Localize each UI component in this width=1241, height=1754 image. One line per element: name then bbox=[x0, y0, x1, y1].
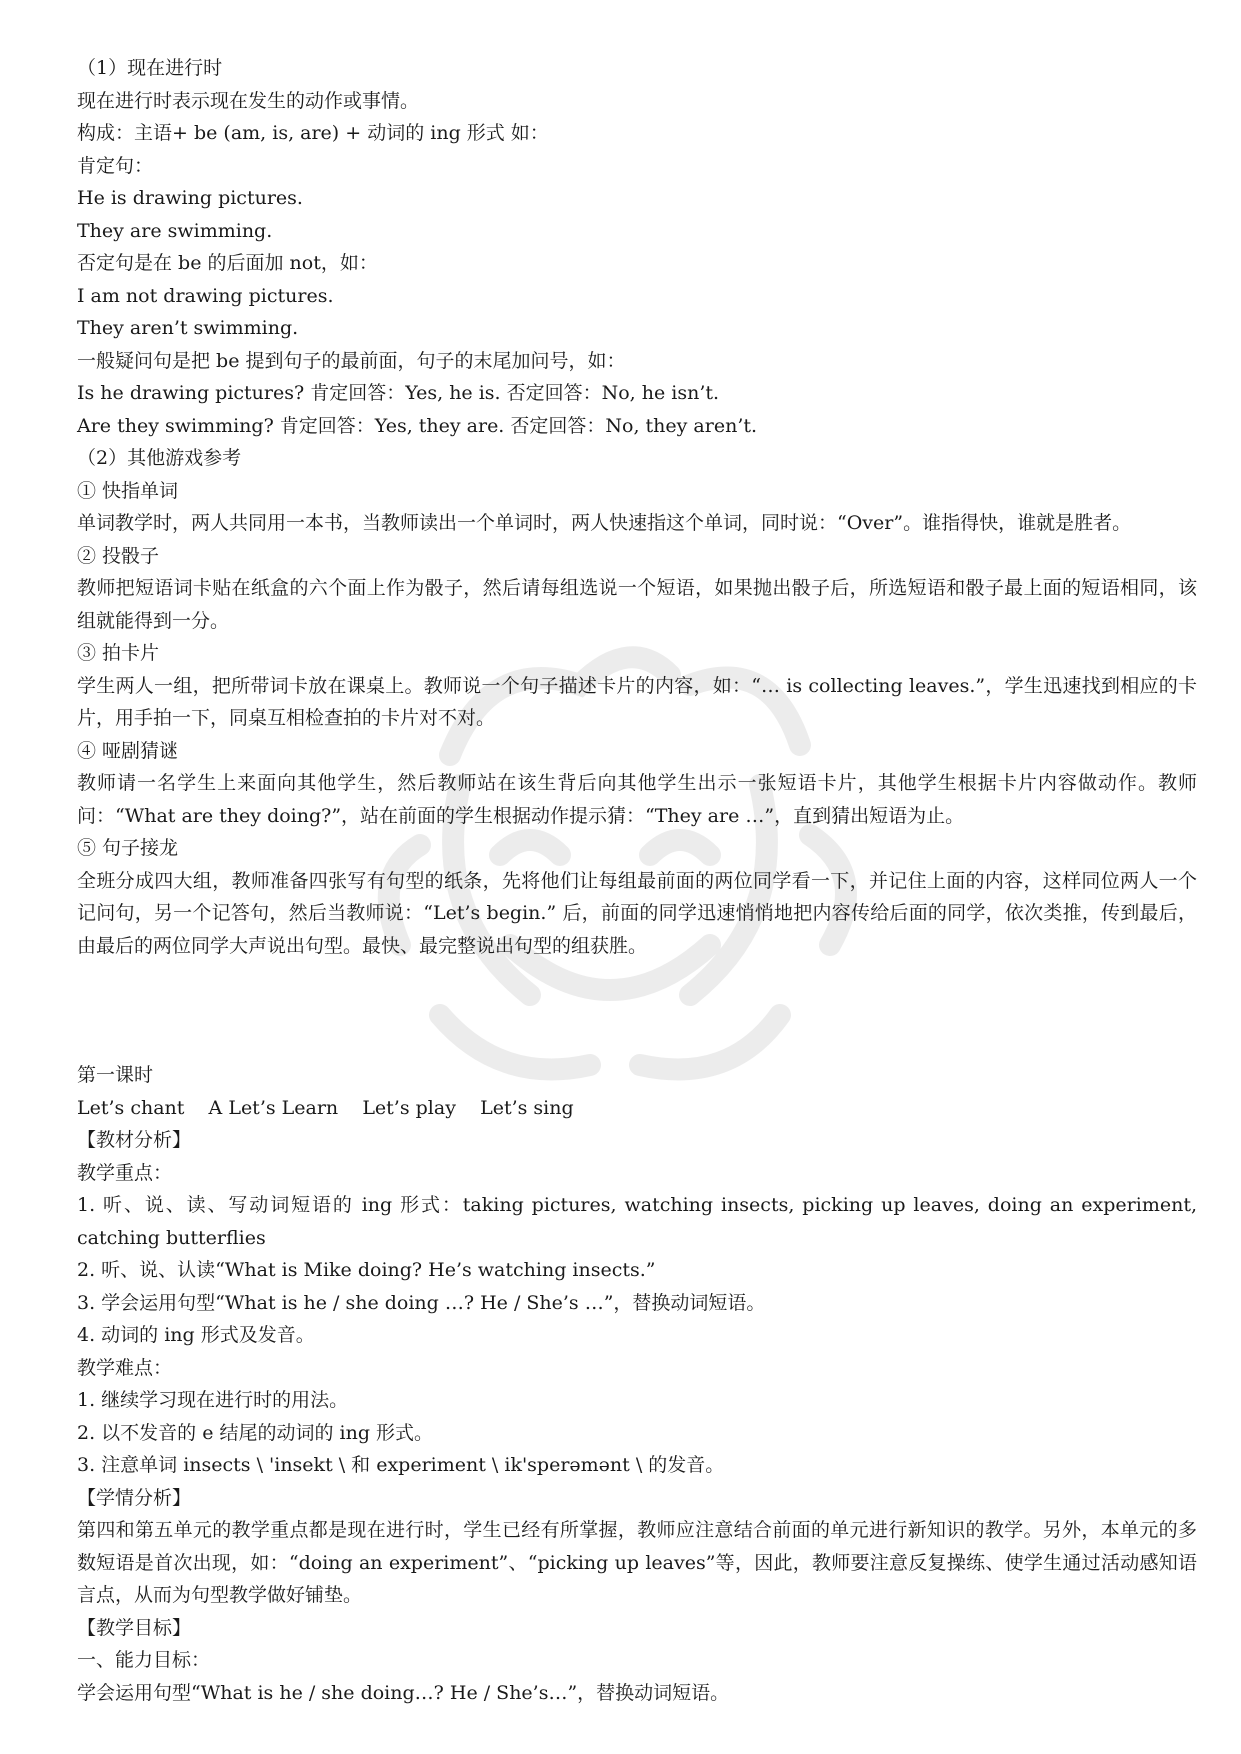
text-line: 构成：主语+ be (am, is, are) + 动词的 ing 形式 如： bbox=[77, 122, 549, 144]
difficulty-item: 3. 注意单词 insects \ 'insekt \ 和 experiment \ ik'sperəmənt \ 的发音。 bbox=[77, 1454, 725, 1476]
focus-heading: 教学重点： bbox=[77, 1161, 173, 1184]
difficulty-item: 1. 继续学习现在进行时的用法。 bbox=[77, 1389, 349, 1411]
lesson-title: 第一课时 bbox=[77, 1064, 154, 1086]
example-sentence: Are they swimming? 肯定回答：Yes, they are. 否定回答：No, they aren’t. bbox=[77, 414, 758, 437]
section-spacer bbox=[77, 962, 1197, 1059]
game-title: ④ 哑剧猜谜 bbox=[77, 739, 179, 762]
example-sentence: Is he drawing pictures? 肯定回答：Yes, he is. 否定回答：No, he isn’t. bbox=[77, 382, 720, 404]
game-description: 教师把短语词卡贴在纸盒的六个面上作为骰子，然后请每组选说一个短语，如果抛出骰子后，所选短语和骰子最上面的短语相同，该组就能得到一分。 bbox=[77, 577, 1197, 632]
text-line: 一般疑问句是把 be 提到句子的最前面，句子的末尾加问号，如： bbox=[77, 349, 626, 372]
game-title: ② 投骰子 bbox=[77, 544, 160, 567]
document-body bbox=[77, 52, 1197, 1709]
game-title: ① 快指单词 bbox=[77, 479, 179, 502]
game-description: 单词教学时，两人共同用一本书，当教师读出一个单词时，两人快速指这个单词，同时说：“Over”。谁指得快，谁就是胜者。 bbox=[77, 512, 1132, 534]
example-sentence: They aren’t swimming. bbox=[77, 317, 299, 339]
example-sentence: I am not drawing pictures. bbox=[77, 284, 334, 307]
students-analysis: 第四和第五单元的教学重点都是现在进行时，学生已经有所掌握，教师应注意结合前面的单元进行新知识的教学。另外，本单元的多数短语是首次出现，如：“doing an experiment”、“picking up leaves”等，因此，教师要注意反复操练、使学生通过活动感知语言点，从而为句型教学做好铺垫。 bbox=[77, 1519, 1197, 1606]
lesson-activities: Let’s chant A Let’s Learn Let’s play Let’s sing bbox=[77, 1096, 574, 1119]
focus-item: 2. 听、说、认读“What is Mike doing? He’s watching insects.” bbox=[77, 1259, 656, 1281]
section-heading-present-continuous: （1）现在进行时 bbox=[77, 57, 223, 79]
game-description: 教师请一名学生上来面向其他学生，然后教师站在该生背后向其他学生出示一张短语卡片，其他学生根据卡片内容做动作。教师问：“What are they doing?”，站在前面的学生根据动作提示猜：“They are …”，直到猜出短语为止。 bbox=[77, 772, 1197, 827]
text-line: 否定句是在 be 的后面加 not，如： bbox=[77, 252, 378, 274]
students-heading: 【学情分析】 bbox=[77, 1486, 192, 1509]
materials-heading: 【教材分析】 bbox=[77, 1129, 192, 1151]
example-sentence: They are swimming. bbox=[77, 219, 273, 242]
focus-item: 1. 听、说、读、写动词短语的 ing 形式：taking pictures, watching insects, picking up leaves, doing an experiment, catching butterflies bbox=[77, 1194, 1197, 1249]
ability-goal: 学会运用句型“What is he / she doing…? He / She’s…”，替换动词短语。 bbox=[77, 1681, 730, 1704]
text-line: 肯定句： bbox=[77, 154, 154, 177]
focus-item: 4. 动词的 ing 形式及发音。 bbox=[77, 1324, 315, 1346]
focus-item: 3. 学会运用句型“What is he / she doing …? He / She’s …”，替换动词短语。 bbox=[77, 1291, 766, 1314]
example-sentence: He is drawing pictures. bbox=[77, 187, 303, 209]
game-description: 全班分成四大组，教师准备四张写有句型的纸条，先将他们让每组最前面的两位同学看一下，并记住上面的内容，这样同位两人一个记问句，另一个记答句，然后当教师说：“Let’s begin.” 后，前面的同学迅速悄悄地把内容传给后面的同学，依次类推，传到最后，由最后的两位同学大声说出句型。最快、最完整说出句型的组获胜。 bbox=[77, 869, 1197, 957]
difficulty-item: 2. 以不发音的 e 结尾的动词的 ing 形式。 bbox=[77, 1421, 434, 1444]
text-line: 现在进行时表示现在发生的动作或事情。 bbox=[77, 89, 420, 112]
game-title: ③ 拍卡片 bbox=[77, 642, 160, 664]
game-title: ⑤ 句子接龙 bbox=[77, 837, 179, 859]
goals-heading: 【教学目标】 bbox=[77, 1616, 192, 1639]
game-description: 学生两人一组，把所带词卡放在课桌上。教师说一个句子描述卡片的内容，如：“… is collecting leaves.”，学生迅速找到相应的卡片，用手拍一下，同桌互相检查拍的卡片对不对。 bbox=[77, 674, 1197, 729]
section-heading-other-games: （2）其他游戏参考 bbox=[77, 447, 242, 469]
ability-heading: 一、能力目标： bbox=[77, 1649, 211, 1671]
difficulty-heading: 教学难点： bbox=[77, 1356, 173, 1379]
